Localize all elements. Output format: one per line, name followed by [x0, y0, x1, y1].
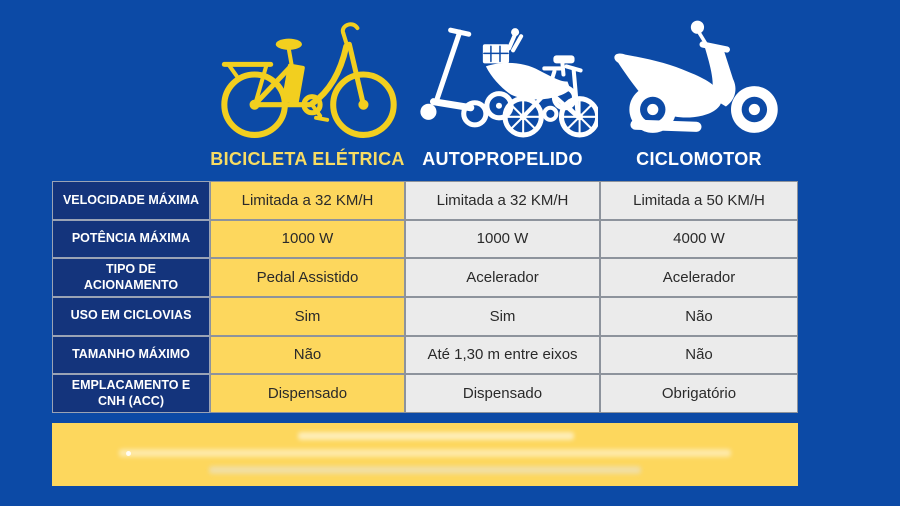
- row-label-emplacamento-cnh: EMPLACAMENTO E CNH (ACC): [52, 374, 210, 413]
- redacted-text-line: [119, 449, 731, 457]
- self-propelled-group-icon: [406, 8, 598, 142]
- cell-value: Limitada a 50 KM/H: [600, 181, 798, 220]
- cell-value: Limitada a 32 KM/H: [210, 181, 405, 220]
- cell-value: Não: [600, 297, 798, 336]
- cell-value: Limitada a 32 KM/H: [405, 181, 600, 220]
- row-label-uso-em-ciclovias: USO EM CICLOVIAS: [52, 297, 210, 336]
- cell-value: Sim: [210, 297, 405, 336]
- footer-note-bar: [52, 423, 798, 486]
- cell-value: Dispensado: [210, 374, 405, 413]
- cell-value: Acelerador: [600, 258, 798, 297]
- cell-value: Pedal Assistido: [210, 258, 405, 297]
- row-label-tipo-de-acionamento: TIPO DE ACIONAMENTO: [52, 258, 210, 297]
- comparison-table: [52, 181, 798, 413]
- cell-value: Obrigatório: [600, 374, 798, 413]
- cell-value: Sim: [405, 297, 600, 336]
- cell-value: Acelerador: [405, 258, 600, 297]
- column-title-ciclomotor: CICLOMOTOR: [636, 149, 762, 169]
- cell-value: 1000 W: [405, 220, 600, 259]
- cell-value: 1000 W: [210, 220, 405, 259]
- redacted-text-line: [298, 432, 574, 440]
- cell-value: Até 1,30 m entre eixos: [405, 336, 600, 375]
- column-title-bicicleta-eletrica: BICICLETA ELÉTRICA: [210, 149, 405, 169]
- row-label-tamanho-maximo: TAMANHO MÁXIMO: [52, 336, 210, 375]
- cell-value: Não: [600, 336, 798, 375]
- column-title-autopropelido: AUTOPROPELIDO: [422, 149, 583, 169]
- moped-icon: [606, 16, 794, 140]
- redacted-text-artifact: [126, 451, 131, 456]
- redacted-text-line: [209, 466, 642, 474]
- electric-bicycle-icon: [212, 16, 404, 142]
- cell-value: 4000 W: [600, 220, 798, 259]
- row-label-velocidade-maxima: VELOCIDADE MÁXIMA: [52, 181, 210, 220]
- row-label-potencia-maxima: POTÊNCIA MÁXIMA: [52, 220, 210, 259]
- cell-value: Dispensado: [405, 374, 600, 413]
- cell-value: Não: [210, 336, 405, 375]
